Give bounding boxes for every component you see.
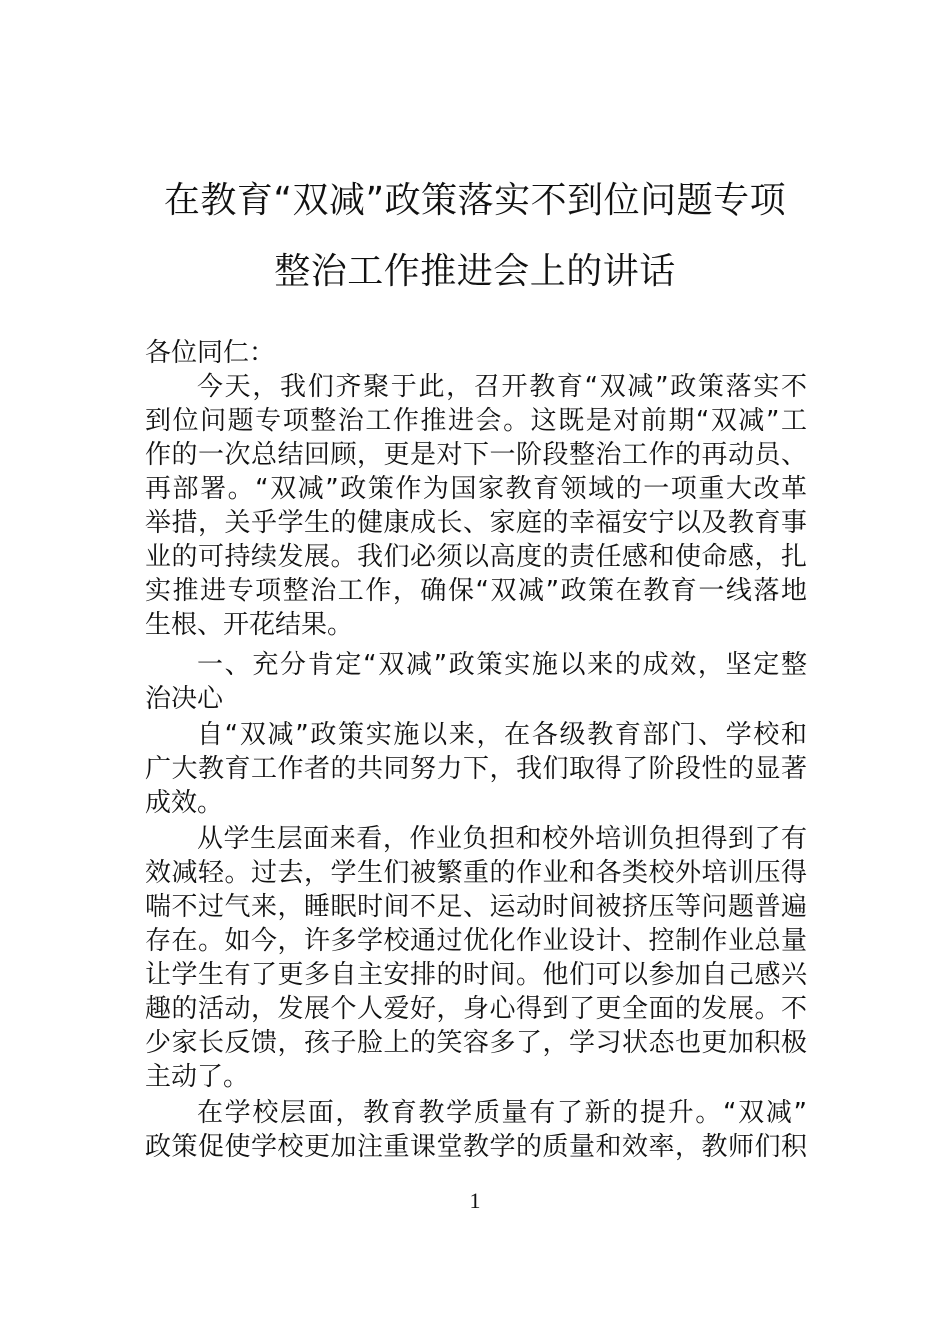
paragraph-1-line: 到位问题专项整治工作推进会。这既是对前期“双减”工 xyxy=(145,406,807,436)
paragraph-3-line: 效减轻。过去，学生们被繁重的作业和各类校外培训压得 xyxy=(145,858,807,888)
section-heading-1: 治决心 xyxy=(145,684,224,714)
paragraph-2-line: 广大教育工作者的共同努力下，我们取得了阶段性的显著 xyxy=(145,754,807,784)
paragraph-3-line: 喘不过气来，睡眠时间不足、运动时间被挤压等问题普遍 xyxy=(145,892,807,922)
paragraph-1-line: 作的一次总结回顾，更是对下一阶段整治工作的再动员、 xyxy=(145,440,807,470)
paragraph-2-line: 成效。 xyxy=(145,788,224,818)
salutation: 各位同仁： xyxy=(145,338,276,368)
section-heading-1: 一、充分肯定“双减”政策实施以来的成效，坚定整 xyxy=(197,650,807,680)
paragraph-3-line: 趣的活动，发展个人爱好，身心得到了更全面的发展。不 xyxy=(145,994,807,1024)
paragraph-3-line: 少家长反馈，孩子脸上的笑容多了，学习状态也更加积极 xyxy=(145,1028,807,1058)
paragraph-4-line: 政策促使学校更加注重课堂教学的质量和效率，教师们积 xyxy=(145,1132,807,1162)
document-title-line-2: 整治工作推进会上的讲话 xyxy=(274,251,676,292)
paragraph-4-line: 在学校层面，教育教学质量有了新的提升。“双减” xyxy=(197,1098,807,1128)
page-number: 1 xyxy=(469,1188,481,1213)
document-title-line-1: 在教育“双减”政策落实不到位问题专项 xyxy=(163,180,787,221)
paragraph-3-line: 主动了。 xyxy=(145,1062,250,1092)
paragraph-3-line: 存在。如今，许多学校通过优化作业设计、控制作业总量 xyxy=(145,926,807,956)
paragraph-1-line: 再部署。“双减”政策作为国家教育领域的一项重大改革 xyxy=(145,474,807,504)
paragraph-1-line: 举措，关乎学生的健康成长、家庭的幸福安宁以及教育事 xyxy=(145,508,807,538)
paragraph-2-line: 自“双减”政策实施以来，在各级教育部门、学校和 xyxy=(197,720,807,750)
paragraph-1-line: 业的可持续发展。我们必须以高度的责任感和使命感，扎 xyxy=(145,542,807,572)
paragraph-1-line: 实推进专项整治工作，确保“双减”政策在教育一线落地 xyxy=(145,576,807,606)
paragraph-1-line: 生根、开花结果。 xyxy=(145,610,354,640)
paragraph-3-line: 从学生层面来看，作业负担和校外培训负担得到了有 xyxy=(197,824,807,854)
paragraph-1-line: 今天，我们齐聚于此，召开教育“双减”政策落实不 xyxy=(197,372,807,402)
paragraph-3-line: 让学生有了更多自主安排的时间。他们可以参加自己感兴 xyxy=(145,960,807,990)
